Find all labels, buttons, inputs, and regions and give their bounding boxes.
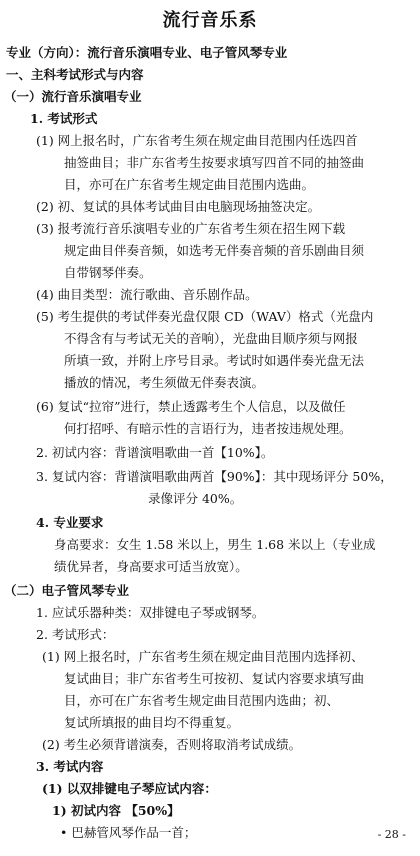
section-heading: 一、主科考试形式与内容 [6,67,144,82]
bullet-item-1: • 巴赫管风琴作品一首； [60,825,197,840]
p2-item-3: 3. 考试内容 [36,759,104,774]
p2-sub-1-line-4: 复试所填报的曲目均不得重复。 [64,715,240,730]
p1-item-2-line-1: (2) 初、复试的具体考试曲目由电脑现场抽签决定。 [36,199,321,214]
p2-sub-1-line-2: 复试曲目；非广东省考生可按初、复试内容要求填写曲 [64,671,365,686]
p1-item-3-line-1: (3) 报考流行音乐演唱专业的广东省考生须在招生网下载 [36,221,346,236]
p2-item-1: 1. 应试乐器种类：双排键电子琴或钢琴。 [36,605,265,620]
p2-sub-1-line-1: (1) 网上报名时，广东省考生须在规定曲目范围内选择初、 [42,649,364,664]
p2-sub-2: (2) 考生必须背谱演奏，否则将取消考试成绩。 [42,737,302,752]
part2-heading: （二）电子管风琴专业 [4,583,130,598]
p1-item-1-line-3: 目，亦可在广东省考生规定曲目范围内选曲。 [64,177,315,192]
p1-item-3-line-2: 规定曲目伴奏音频，如选考无伴奏音频的音乐剧曲目须 [64,243,365,258]
p1-heading-2: 2. 初试内容：背谱演唱歌曲一首【10%】。 [36,445,274,460]
p1-item-4-line-1: (4) 曲目类型：流行歌曲、音乐剧作品。 [36,287,258,302]
p1-heading-3-line-1: 3. 复试内容：背谱演唱歌曲两首【90%】：其中现场评分 50%， [36,469,393,484]
p1-item-5-line-2: 不得含有与考试无关的音响），光盘曲目顺序须与网报 [64,331,358,346]
p1-item-6-line-2: 何打招呼、有暗示性的言语行为，违者按违规处理。 [64,421,352,436]
p1-item-6-line-1: (6) 复试“拉帘”进行，禁止透露考生个人信息，以及做任 [36,399,346,414]
p1-requirement-line-2: 绩优异者，身高要求可适当放宽）。 [54,559,248,574]
p1-heading-1: 1. 考试形式 [30,111,98,126]
p1-requirement-line-1: 身高要求：女生 1.58 米以上，男生 1.68 米以上（专业成 [54,537,376,552]
p1-item-5-line-3: 所填一致，并附上序号目录。考试时如遇伴奏光盘无法 [64,353,365,368]
p2-sub-3-1-1: 1) 初试内容 【50%】 [52,803,180,818]
p1-item-1-line-1: (1) 网上报名时，广东省考生须在规定曲目范围内任选四首 [36,133,358,148]
p1-item-3-line-3: 自带钢琴伴奏。 [64,265,152,280]
major-line: 专业（方向）：流行音乐演唱专业、电子管风琴专业 [6,45,288,60]
p1-item-5-line-4: 播放的情况，考生须做无伴奏表演。 [64,375,265,390]
p1-heading-4: 4. 专业要求 [36,515,104,530]
part1-heading: （一）流行音乐演唱专业 [4,89,142,104]
page-number: - 28 - [377,828,406,841]
p2-item-2: 2. 考试形式： [36,627,115,642]
p1-heading-3-line-2: 录像评分 40%。 [148,491,243,506]
p1-item-1-line-2: 抽签曲目；非广东省考生按要求填写四首不同的抽签曲 [64,155,365,170]
p2-sub-1-line-3: 目，亦可在广东省考生规定曲目范围内选曲；初、 [64,693,340,708]
p2-sub-3-1: (1) 以双排键电子琴应试内容： [42,781,217,796]
page-title: 流行音乐系 [162,10,258,31]
p1-item-5-line-1: (5) 考生提供的考试伴奏光盘仅限 CD（WAV）格式（光盘内 [36,309,374,324]
